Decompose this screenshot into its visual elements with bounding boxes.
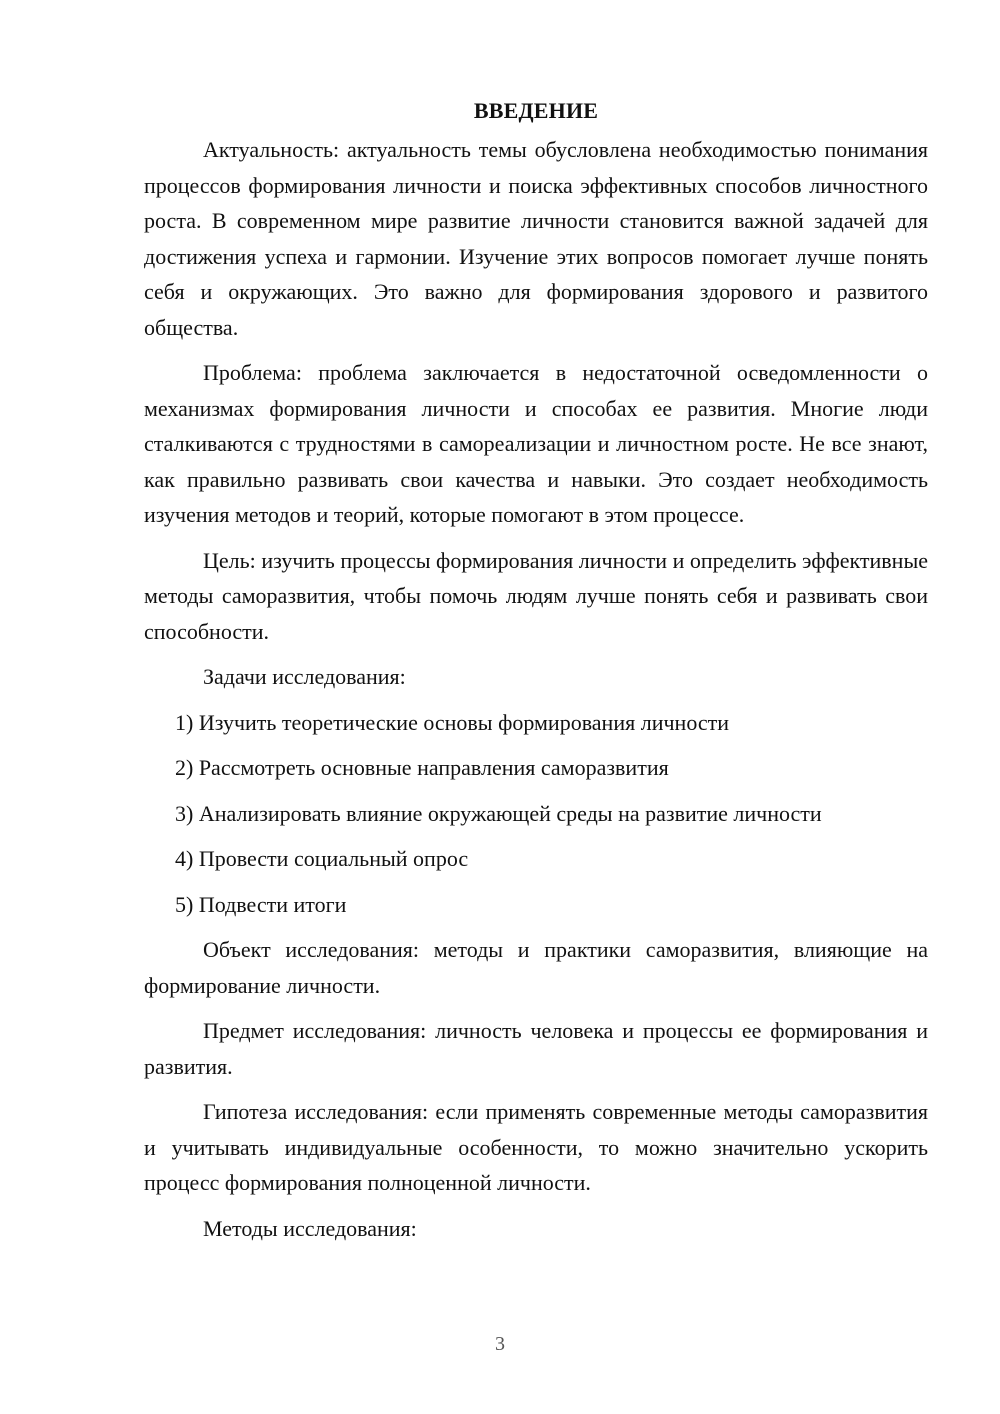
- paragraph-relevance: Актуальность: актуальность темы обусловлена необходимостью понимания процессов формирования личности и поиска эффективных способов личностного роста. В современном мире развитие личности становится важной задачей для достижения успеха и гармонии. Изучение этих вопросов помогает лучше понять себя и окружающих. Это важно для формирования здорового и развитого общества.: [144, 137, 928, 340]
- page-content: [144, 96, 928, 1256]
- list-item: 4) Провести социальный опрос: [175, 846, 469, 871]
- paragraph-methods-intro: Методы исследования:: [203, 1215, 417, 1241]
- list-item: 2) Рассмотреть основные направления саморазвития: [175, 755, 669, 780]
- tasks-list: [144, 705, 928, 923]
- list-item: 3) Анализировать влияние окружающей среды на развитие личности: [175, 800, 822, 826]
- paragraph-object: Объект исследования: методы и практики саморазвития, влияющие на формирование личности.: [144, 937, 928, 998]
- section-heading: ВВЕДЕНИЕ: [473, 98, 599, 123]
- paragraph-goal: Цель: изучить процессы формирования личности и определить эффективные методы саморазвития, чтобы помочь людям лучше понять себя и развивать свои способности.: [144, 547, 928, 644]
- list-item: 1) Изучить теоретические основы формирования личности: [175, 709, 730, 735]
- paragraph-tasks-intro: Задачи исследования:: [203, 664, 406, 689]
- paragraph-hypothesis: Гипотеза исследования: если применять современные методы саморазвития и учитывать индивидуальные особенности, то можно значительно ускорить процесс формирования полноценной личности.: [144, 1099, 928, 1195]
- paragraph-problem: Проблема: проблема заключается в недостаточной осведомленности о механизмах формирования личности и способах ее развития. Многие люди сталкиваются с трудностями в самореализации и личностном росте. Не все знают, как правильно развивать свои качества и навыки. Это создает необходимость изучения методов и теорий, которые помогают в этом процессе.: [144, 360, 928, 527]
- paragraph-subject: Предмет исследования: личность человека и процессы ее формирования и развития.: [144, 1018, 928, 1079]
- list-item: 5) Подвести итоги: [175, 891, 347, 917]
- page-number: 3: [495, 1333, 505, 1355]
